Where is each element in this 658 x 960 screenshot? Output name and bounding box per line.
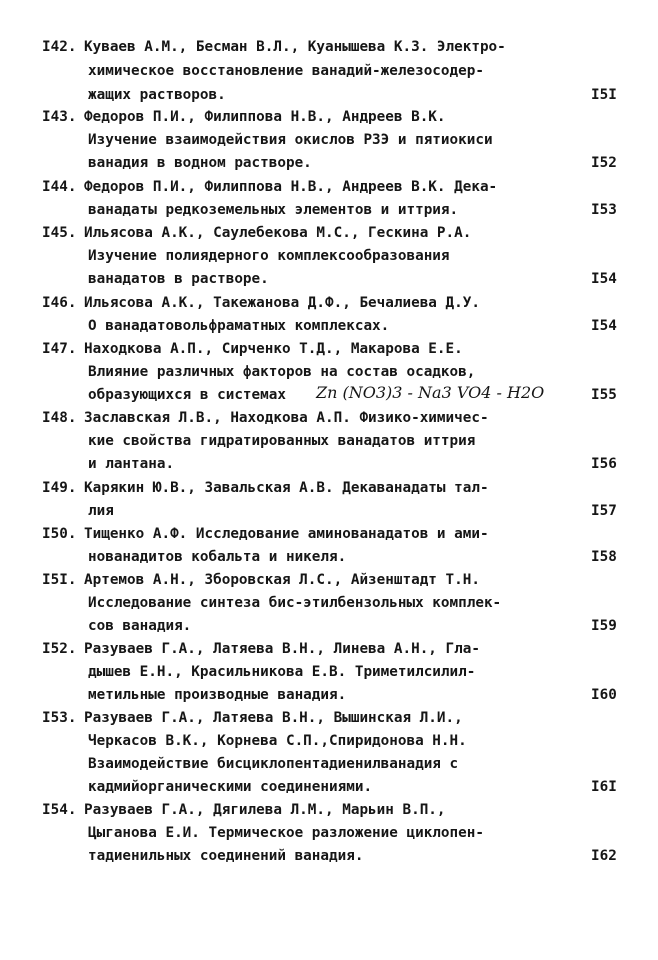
- entry-page: I59: [591, 618, 617, 634]
- entry-page: I62: [591, 848, 617, 864]
- entry-number: I47.: [42, 341, 77, 357]
- entry-line: дышев Е.Н., Красильникова Е.В. Триметилсилил-: [88, 664, 476, 680]
- entry-number: I42.: [42, 39, 77, 55]
- entry-number: I45.: [42, 225, 77, 241]
- entry-line: Черкасов В.К., Корнева С.П.,Спиридонова Н.Н.: [88, 733, 467, 749]
- entry-line: нованадитов кобальта и никеля.: [88, 549, 347, 565]
- entry-line: Изучение взаимодействия окислов РЗЭ и пятиокиси: [88, 132, 493, 148]
- entry-number: I48.: [42, 410, 77, 426]
- entry-number: I49.: [42, 480, 77, 496]
- entry-line: тадиенильных соединений ванадия.: [88, 848, 364, 864]
- entry-line: Артемов А.Н., Зборовская Л.С., Айзенштадт Т.Н.: [84, 572, 480, 588]
- entry-line: Исследование синтеза бис-этилбензольных комплек-: [88, 595, 502, 611]
- entry-number: I44.: [42, 179, 77, 195]
- entry-line: Заславская Л.В., Находкова А.П. Физико-химичес-: [84, 410, 489, 426]
- entry-line: О ванадатовольфраматных комплексах.: [88, 318, 390, 334]
- entry-line: Ильясова А.К., Такежанова Д.Ф., Бечалиева Д.У.: [84, 295, 480, 311]
- entry-number: I53.: [42, 710, 77, 726]
- entry-line: жащих растворов.: [88, 87, 226, 103]
- entry-page: I55: [591, 387, 617, 403]
- entry-line: Федоров П.И., Филиппова Н.В., Андреев В.К. Дека-: [84, 179, 498, 195]
- entry-page: I52: [591, 155, 617, 171]
- entry-page: I6I: [591, 779, 617, 795]
- handwritten-formula: Zn (NO3)3 - Na3 VO4 - H2O: [316, 383, 545, 402]
- entry-number: I54.: [42, 802, 77, 818]
- entry-line: Ильясова А.К., Саулебекова М.С., Гескина Р.А.: [84, 225, 472, 241]
- entry-line: Куваев А.М., Бесман В.Л., Куанышева К.З. Электро-: [84, 39, 506, 55]
- entry-page: I57: [591, 503, 617, 519]
- entry-line: ванадаты редкоземельных элементов и иттрия.: [88, 202, 459, 218]
- entry-line: ванадия в водном растворе.: [88, 155, 312, 171]
- entry-line: Разуваев Г.А., Латяева В.Н., Вышинская Л.И.,: [84, 710, 463, 726]
- entry-page: I60: [591, 687, 617, 703]
- entry-line: ванадатов в растворе.: [88, 271, 269, 287]
- entry-line: кие свойства гидратированных ванадатов иттрия: [88, 433, 476, 449]
- entry-number: I52.: [42, 641, 77, 657]
- entry-line: сов ванадия.: [88, 618, 192, 634]
- entry-number: I46.: [42, 295, 77, 311]
- entry-line: Тищенко А.Ф. Исследование аминованадатов и ами-: [84, 526, 489, 542]
- entry-page: I56: [591, 456, 617, 472]
- entry-line: лия: [88, 503, 114, 519]
- entry-page: I54: [591, 318, 617, 334]
- entry-line: Изучение полиядерного комплексообразования: [88, 248, 450, 264]
- entry-page: I54: [591, 271, 617, 287]
- entry-line: метильные производные ванадия.: [88, 687, 347, 703]
- entry-number: I43.: [42, 109, 77, 125]
- entry-line: и лантана.: [88, 456, 175, 472]
- entry-line: химическое восстановление ванадий-железосодер-: [88, 63, 484, 79]
- entry-line: Разуваев Г.А., Дягилева Л.М., Марьин В.П.,: [84, 802, 446, 818]
- entry-line: Находкова А.П., Сирченко Т.Д., Макарова Е.Е.: [84, 341, 463, 357]
- entry-line: кадмийорганическими соединениями.: [88, 779, 373, 795]
- entry-line: Влияние различных факторов на состав осадков,: [88, 364, 476, 380]
- entry-line: Цыганова Е.И. Термическое разложение циклопен-: [88, 825, 484, 841]
- entry-line: Карякин Ю.В., Завальская А.В. Декаванадаты тал-: [84, 480, 489, 496]
- entry-number: I5I.: [42, 572, 77, 588]
- entry-page: I58: [591, 549, 617, 565]
- entry-line: Взаимодействие бисциклопентадиенилванадия с: [88, 756, 459, 772]
- entry-page: I53: [591, 202, 617, 218]
- entry-line: Федоров П.И., Филиппова Н.В., Андреев В.К.: [84, 109, 446, 125]
- entry-number: I50.: [42, 526, 77, 542]
- entry-page: I5I: [591, 87, 617, 103]
- entry-line: образующихся в системах: [88, 387, 286, 403]
- entry-line: Разуваев Г.А., Латяева В.Н., Линева А.Н., Гла-: [84, 641, 480, 657]
